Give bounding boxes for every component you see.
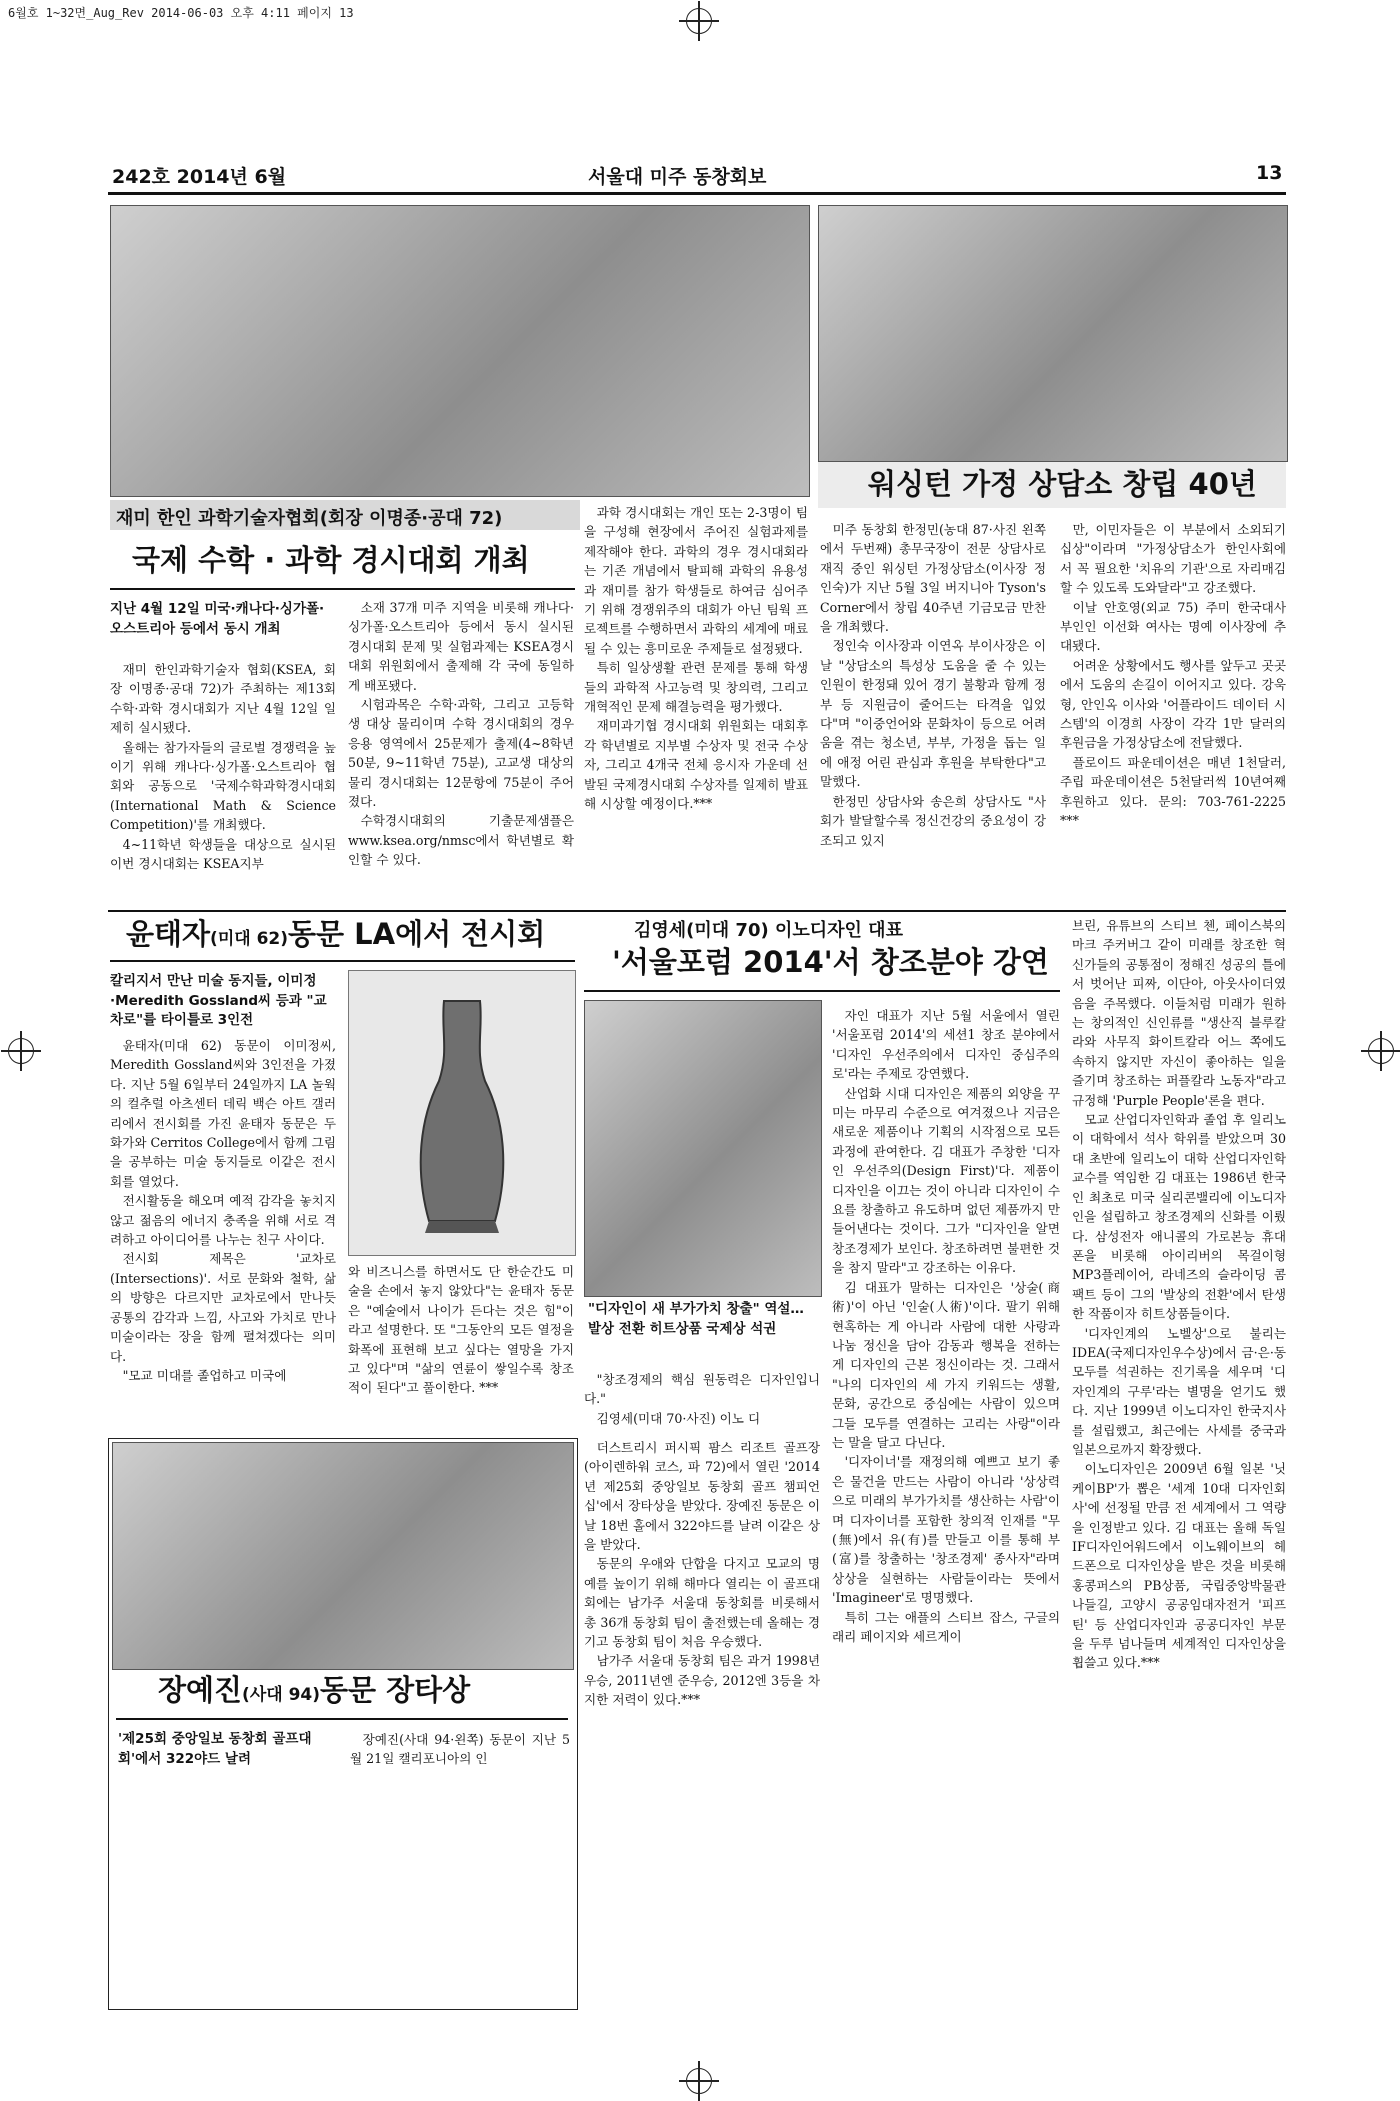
paragraph: 어려운 상황에서도 행사를 앞두고 곳곳에서 도움의 손길이 이어지고 있다. 강욱형, 안인옥 이사와 '어플라이드 데이터 시스템'의 이경희 사장이 각각 1만 달러의 후원금을 가정상담소에 전달했다. bbox=[1060, 657, 1286, 751]
design-headline-rule bbox=[584, 990, 1060, 992]
paragraph: 브린, 유튜브의 스티브 첸, 페이스북의 마크 주커버그 같이 미래를 창조한 혁신가들의 공통점이 정해진 성공의 틀에서 벗어난 피짜, 이단아, 아웃사이더였음을 주목했다. 이들처럼 미래가 원하는 창의적인 신인류를 "생산직 블루칼라와 사무직 화이트칼라 어느 쪽에도 속하지 않지만 자신이 좋아하는 일을 즐기며 창조하는 퍼플칼라 노동자"라고 규정해 'Purple People'론을 편다. bbox=[1072, 918, 1286, 1108]
artwork-image bbox=[348, 970, 576, 1256]
paragraph: 한정민 상담사와 송은희 상담사도 "사회가 발달할수록 정신건강의 중요성이 강조되고 있지 bbox=[820, 793, 1046, 848]
paragraph: 특히 일상생활 관련 문제를 통해 학생들의 과학적 사고능력 및 창의력, 그리고 개혁적인 문제 해결능력을 평가했다. bbox=[584, 660, 808, 715]
contest-col-1 bbox=[110, 660, 336, 905]
paragraph: 김영세(미대 70·사진) 이노 디 bbox=[596, 1410, 761, 1426]
paragraph: 장예진(사대 94·왼쪽) 동문이 지난 5월 21일 캘리포니아의 인 bbox=[350, 1732, 570, 1767]
contest-headline: 국제 수학 · 과학 경시대회 개최 bbox=[132, 543, 530, 577]
counseling-col-1 bbox=[820, 520, 1046, 906]
contest-headline-rule bbox=[110, 588, 575, 590]
page-number: 13 bbox=[1256, 162, 1283, 184]
paragraph: 정인숙 이사장과 이연옥 부이사장은 이날 "상담소의 특성상 도움을 줄 수 있는 인원이 한정돼 있어 경기 불황과 함께 정부 등 지원금이 줄어드는 타격을 입었다"며 "이중언어와 문화차이 등으로 어려움을 겪는 청소년, 부부, 가정을 돕는 일에 애정 어린 관심과 후원을 부탁한다"고 말했다. bbox=[820, 638, 1046, 790]
registration-mark-top bbox=[686, 8, 712, 34]
paragraph: 모교 산업디자인학과 졸업 후 일리노이 대학에서 석사 학위를 받았으며 30대 초반에 일리노이 대학 산업디자인학 교수를 역임한 김 대표는 1986년 한국인 최초로 미국 실리콘밸리에 이노디자인을 설립하고 창조경제의 신화를 이뤘다. 삼성전자 애니콜의 가로본능 휴대폰을 비롯해 아이리버의 목걸이형 MP3플레이어, 라네즈의 슬라이딩 콤팩트 등이 그의 '발상의 전환'에서 탄생한 작품이자 히트상품들이다. bbox=[1072, 1112, 1286, 1322]
golf-headline bbox=[158, 1674, 558, 1707]
paragraph: '디자이너'를 재정의해 예쁘고 보기 좋은 물건을 만드는 사람이 아니라 '상상력으로 미래의 부가가치를 생산하는 사람'이며 디자이너를 포함한 창의적 인재를 "무(無)에서 유(有)를 만들고 이를 통해 부(富)를 창출하는 '창조경제' 종사자"라며 상상을 실현하는 사람들이라는 뜻에서 'Imagineer'로 명명했다. bbox=[832, 1454, 1060, 1606]
sculpture-figure-icon bbox=[349, 971, 575, 1255]
design-photo-caption: "디자인이 새 부가가치 창출" 역설… 발상 전환 히트상품 국제상 석권 bbox=[588, 1301, 804, 1337]
design-col-3 bbox=[1072, 916, 1286, 2008]
paper-title: 서울대 미주 동창회보 bbox=[588, 166, 767, 188]
contest-col-3 bbox=[584, 503, 808, 905]
paragraph: 남가주 서울대 동창회 팀은 과거 1998년 우승, 2011년엔 준우승, 2012엔 3등을 차지한 저력이 있다.*** bbox=[584, 1653, 820, 1708]
paragraph: 동문의 우애와 단합을 다지고 모교의 명예를 높이기 위해 해마다 열리는 이 골프대회에는 남가주 서울대 동창회를 비롯해서 총 36개 동창회 팀이 출전했는데 올해는 경기고 동창회 팀이 처음 우승했다. bbox=[584, 1556, 820, 1650]
paragraph: 재미과기협 경시대회 위원회는 대회후 각 학년별로 지부별 수상자 및 전국 수상자, 그리고 4개국 전체 응시자 가운데 선발된 국제경시대회 수상자를 일제히 발표해 시상할 예정이다.*** bbox=[584, 718, 808, 812]
paragraph: 전시활동을 해오며 예적 감각을 놓치지 않고 젊음의 에너지 충족을 위해 서로 격려하고 아이디어를 나누는 친구 사이다. bbox=[110, 1193, 336, 1248]
paragraph: 플로이드 파운데이션은 매년 1천달러, 주립 파운데이션은 5천달러씩 10년여째 후원하고 있다. 문의: 703-761-2225 *** bbox=[1060, 754, 1286, 829]
paragraph: 미주 동창회 한정민(농대 87·사진 왼쪽에서 두번째) 총무국장이 전문 상담사로 재직 중인 워싱턴 가정상담소(이사장 정인숙)가 지난 5월 3일 버지니아 Tyson's Corner에서 창립 40주년 기금모금 만찬을 개최했다. bbox=[820, 522, 1046, 635]
golf-headline-dept: (사대 94) bbox=[242, 1685, 321, 1705]
exhibition-headline bbox=[126, 918, 566, 951]
paragraph: 더스트리시 퍼시픽 팜스 리조트 골프장(아이렌하워 코스, 파 72)에서 열린 '2014년 제25회 중앙일보 동창회 골프 챔피언십'에서 장타상을 받았다. 장예진 동문은 이날 18번 홀에서 322야드를 날려 이같은 상을 받았다. bbox=[584, 1440, 820, 1553]
paragraph: 전시회 제목은 '교차로(Intersections)'. 서로 문화와 철학, 삶의 방향은 다르지만 교차로에서 만나듯 공통의 감각과 느낌, 사고와 가치로 만나 미술이라는 장을 함께 펼쳐겠다는 의미다. bbox=[110, 1251, 336, 1364]
paragraph: 산업화 시대 디자인은 제품의 외양을 꾸미는 마무리 수준으로 여겨졌으나 지금은 새로운 제품이나 기획의 시작점으로 모든 과정에 관여한다. 김 대표가 주창한 '디자인 우선주의(Design First)'다. 제품이 디자인을 이끄는 것이 아니라 디자인이 수요를 창출하고 유도하며 없던 제품까지 만들어낸다는 것이다. 그가 "디자인을 알면 창조경제가 보인다. 창조하려면 불편한 것을 참지 말라"고 강조하는 이유다. bbox=[832, 1085, 1060, 1276]
contest-group-photo bbox=[110, 205, 810, 497]
printer-slug: 6월호 1~32면_Aug_Rev 2014-06-03 오후 4:11 페이지 13 bbox=[8, 6, 354, 20]
registration-mark-bottom bbox=[686, 2068, 712, 2094]
design-col-2 bbox=[832, 1006, 1060, 2008]
design-kicker: 김영세(미대 70) 이노디자인 대표 bbox=[634, 920, 903, 941]
counseling-photo bbox=[818, 205, 1288, 462]
paragraph: 와 비즈니스를 하면서도 단 한순간도 미술을 손에서 놓지 않았다"는 윤태자 동문은 "예술에서 나이가 든다는 것은 힘"이라고 설명한다. 또 "그동안의 모든 열정을 화폭에 표현해 보고 싶다는 열망을 가지고 있다"며 "삶의 연륜이 쌓일수록 창조적이 된다"고 풀이한다. *** bbox=[348, 1264, 574, 1396]
paragraph: 소재 37개 미주 지역을 비롯해 캐나다·싱가폴·오스트리아 등에서 동시 실시된 경시대회 문제 및 실험과제는 KSEA경시대회 위원회에서 출제해 각 국에 동일하게 배포됐다. bbox=[348, 600, 574, 693]
paragraph: 4~11학년 학생들을 대상으로 실시된 이번 경시대회는 KSEA지부 bbox=[110, 836, 336, 872]
section-rule bbox=[108, 910, 1286, 912]
paragraph: 이날 안호영(외교 75) 주미 한국대사 부인인 이선화 여사는 명예 이사장에 추대됐다. bbox=[1060, 599, 1286, 654]
paragraph: 수학경시대회의 기출문제샘플은 www.ksea.org/nmsc에서 학년별로 확인할 수 있다. bbox=[348, 813, 574, 868]
paragraph: 김 대표가 말하는 디자인은 '상술(商術)'이 아닌 '인술(人術)'이다. 팔기 위해 현혹하는 게 아니라 사람에 대한 사랑과 나눔 정신을 담아 감동과 행복을 전하는 게 디자인의 근본 정신이라는 것. 그래서 "나의 디자인의 세 가지 키워드는 생활, 문화, 공간으로 중심에는 사람이 있으며 그들 모두를 연결하는 고리는 사랑"이라는 말을 달고 다닌다. bbox=[832, 1279, 1060, 1450]
exhibition-headline-rest: 동문 LA에서 전시회 bbox=[288, 917, 546, 951]
registration-mark-left bbox=[8, 1038, 34, 1064]
issue-date: 242호 2014년 6월 bbox=[112, 166, 287, 188]
counseling-col-2 bbox=[1060, 520, 1286, 906]
paragraph: '디자인계의 노벨상'으로 불리는 IDEA(국제디자인우수상)에서 금·은·동 모두를 석권하는 진기록을 세우며 '디자인계의 구루'라는 별명을 얻기도 했다. 지난 1999년 이노디자인 한국지사를 설립했고, 최근에는 사세를 중국과 일본으로까지 확장했다. bbox=[1072, 1325, 1286, 1457]
counseling-headline: 워싱턴 가정 상담소 창립 40년 bbox=[868, 467, 1257, 501]
exhibition-headline-dept: (미대 62) bbox=[210, 929, 289, 949]
paragraph: 자인 대표가 지난 5월 서울에서 열린 '서울포럼 2014'의 세션1 창조 분야에서 '디자인 우선주의에서 디자인 중심주의로'라는 주제로 강연했다. bbox=[832, 1008, 1060, 1082]
exhibition-headline-name: 윤태자 bbox=[126, 917, 211, 951]
registration-mark-right bbox=[1368, 1038, 1394, 1064]
paragraph: 과학 경시대회는 개인 또는 2-3명이 팀을 구성해 현장에서 주어진 실험과제를 제작해야 한다. 과학의 경우 경시대회라는 기존 개념에서 탈피해 과학의 유용성과 재미를 참가 학생들로 하여금 심어주기 위해 경쟁위주의 대회가 아닌 팀웍 프로젝트를 수행하면서 과학의 세계에 매료될 수 있는 흥미로운 주제들로 설정됐다. bbox=[584, 505, 808, 656]
exhibition-col-2 bbox=[348, 1262, 574, 1432]
contest-kicker: 재미 한인 과학기술자협회(회장 이명종·공대 72) bbox=[116, 508, 503, 529]
paragraph: 특히 그는 애플의 스티브 잡스, 구글의 래리 페이지와 세르게이 bbox=[832, 1609, 1060, 1644]
golf-col bbox=[350, 1730, 570, 2000]
design-headline: '서울포럼 2014'서 창조분야 강연 bbox=[612, 945, 1049, 979]
golf-deck: '제25회 중앙일보 동창회 골프대회'에서 322야드 날려 bbox=[118, 1731, 312, 1767]
designer-portrait bbox=[584, 1000, 822, 1297]
paragraph: 올해는 참가자들의 글로벌 경쟁력을 높이기 위해 캐나다·싱가폴·오스트리아 협회와 공동으로 '국제수학과학경시대회(International Math & Science Competition)'를 개최했다. bbox=[110, 739, 336, 833]
paragraph: "모교 미대를 졸업하고 미국에 bbox=[122, 1367, 287, 1383]
exhibition-deck: 칼리지서 만난 미술 동지들, 이미정·Meredith Gossland씨 등과 "교차로"를 타이틀로 3인전 bbox=[110, 973, 327, 1029]
exhibition-col-1 bbox=[110, 1036, 336, 1432]
design-col-1-bottom bbox=[584, 1438, 820, 2008]
paragraph: 재미 한인과학기술자 협회(KSEA, 회장 이명종·공대 72)가 주최하는 제13회 수학·과학 경시대회가 지난 4월 12일 일제히 실시됐다. bbox=[110, 662, 336, 736]
golf-headline-rule bbox=[116, 1718, 568, 1720]
contest-col-2 bbox=[348, 598, 574, 906]
paragraph: 시험과목은 수학·과학, 그리고 고등학생 대상 물리이며 수학 경시대회의 경우 응용 영역에서 25문제가 출제(4~8학년 50분, 9~11학년 75분), 고교생 대상의 물리 경시대회는 12문항에 75분이 주어졌다. bbox=[348, 697, 574, 810]
paragraph: "창조경제의 핵심 원동력은 디자인입니다." bbox=[584, 1372, 820, 1407]
exhibition-headline-rule bbox=[110, 960, 575, 962]
paragraph: 윤태자(미대 62) 동문이 이미정씨, Meredith Gossland씨와 3인전을 가졌다. 지난 5월 6일부터 24일까지 LA 놀웍의 컬추럴 아츠센터 데릭 백슨 아트 갤러리에서 전시회를 가진 윤태자 동문은 두 화가와 Cerritos College에서 함께 그림을 공부하는 미술 동지들로 이같은 전시회를 열었다. bbox=[110, 1038, 336, 1189]
golf-headline-rest: 동문 장타상 bbox=[320, 1673, 471, 1707]
contest-deck: 지난 4월 12일 미국·캐나다·싱가폴·오스트리아 등에서 동시 개최 bbox=[110, 601, 325, 637]
header-rule bbox=[108, 192, 1286, 195]
golf-headline-name: 장예진 bbox=[158, 1673, 243, 1707]
golf-team-photo bbox=[112, 1442, 574, 1670]
paragraph: 이노디자인은 2009년 6월 일본 '닛케이BP'가 뽑은 '세계 10대 디자인회사'에 선정될 만큼 전 세계에서 그 역량을 인정받고 있다. 김 대표는 올해 독일 IF디자인어워드에서 이노웨이브의 헤드폰으로 디자인상을 받은 것을 비롯해 홍콩퍼스의 PB상품, 국립중앙박물관 나들길, 고양시 공공임대자전거 '피프틴' 등 산업디자인과 공공디자인 부문을 두루 넘나들며 세계적인 디자인상을 휩쓸고 있다.*** bbox=[1072, 1461, 1286, 1671]
paragraph: 만, 이민자들은 이 부분에서 소외되기 십상"이라며 "가정상담소가 한인사회에서 꼭 필요한 '치유의 기관'으로 자리매김할 수 있도록 도와달라"고 강조했다. bbox=[1060, 522, 1286, 596]
design-col-1-top bbox=[584, 1370, 820, 1434]
